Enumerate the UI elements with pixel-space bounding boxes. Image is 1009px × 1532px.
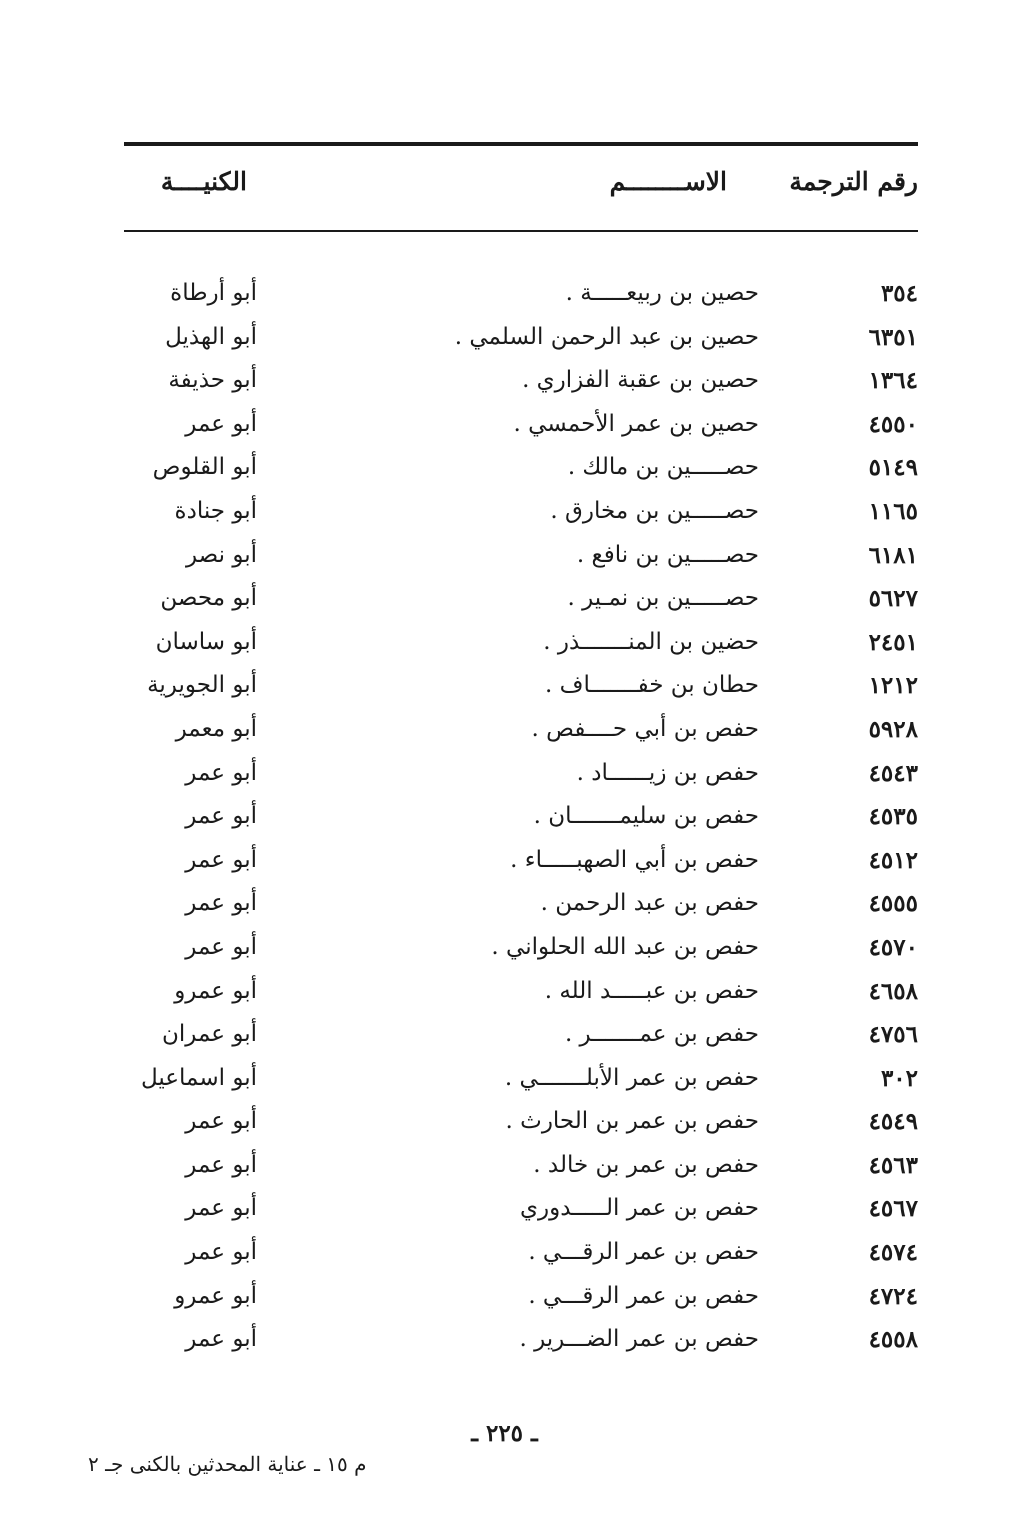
table-row [0, 1144, 1009, 1188]
table-row [0, 1013, 1009, 1057]
entry-kunya: أبو عمر [185, 890, 257, 917]
entry-number: ٤٥١٢ [868, 846, 918, 874]
entry-name: حصين بن عمر الأحمسي . [513, 410, 759, 437]
entry-kunya: أبو اسماعيل [140, 1064, 257, 1091]
entry-name: حفص بن عمـــــــر . [564, 1021, 759, 1048]
entry-name: حفص بن عبـــــد الله . [544, 977, 759, 1004]
table-row [0, 316, 1009, 360]
entry-number: ٤٧٢٤ [868, 1282, 918, 1310]
table-row [0, 1100, 1009, 1144]
entry-number: ٤٥٤٣ [868, 759, 918, 787]
table-row [0, 1318, 1009, 1362]
entry-kunya: أبو عمران [162, 1021, 257, 1048]
entry-name: حفص بن عبد الرحمن . [540, 890, 759, 917]
entry-number: ٤٥٥٠ [868, 410, 918, 438]
header-rule [124, 230, 918, 232]
entry-name: حفص بن عمر الأبلـــــــي . [504, 1064, 759, 1091]
entry-kunya: أبو عمر [185, 1108, 257, 1135]
entry-name: حصـــــين بن نافع . [576, 541, 759, 568]
table-row [0, 752, 1009, 796]
table-row [0, 1057, 1009, 1101]
entry-name: حفص بن زيــــــاد . [576, 759, 759, 786]
entry-name: حفص بن عمر الرقـــي . [528, 1239, 759, 1266]
table-row [0, 970, 1009, 1014]
entry-kunya: أبو حذيفة [168, 367, 257, 394]
entry-name: حفص بن أبي حــــفص . [531, 715, 759, 742]
entry-name: حفص بن أبي الصهبـــــاء . [510, 846, 759, 873]
entry-name: حفص بن عمر بن خالد . [533, 1151, 759, 1178]
entry-kunya: أبو أرطاة [170, 280, 257, 306]
entry-number: ٤٥٥٨ [868, 1326, 918, 1354]
entry-number: ٣٠٢ [880, 1064, 918, 1092]
entry-number: ٤٦٥٨ [868, 977, 918, 1005]
table-row [0, 621, 1009, 665]
entry-name: حطان بن خفـــــــاف . [544, 672, 759, 699]
entry-number: ٤٥٧٤ [868, 1239, 918, 1267]
footer-note: م ١٥ ـ عناية المحدثين بالكنى جـ ٢ [88, 1452, 367, 1476]
table-row [0, 577, 1009, 621]
entry-number: ٤٥٦٣ [868, 1151, 918, 1179]
table-row [0, 708, 1009, 752]
table-row [0, 839, 1009, 883]
entry-name: حصـــــين بن نمـير . [567, 585, 759, 612]
entry-number: ٥٩٢٨ [868, 715, 918, 743]
entry-name: حفص بن عمر الضـــرير . [519, 1326, 759, 1353]
entry-number: ٤٧٥٦ [868, 1021, 918, 1049]
entry-kunya: أبو عمر [185, 410, 257, 437]
entry-name: حفص بن سليمـــــــان . [533, 803, 759, 830]
table-row [0, 403, 1009, 447]
column-header-number: رقم الترجمة [789, 167, 918, 196]
table-row [0, 882, 1009, 926]
entry-kunya: أبو جنادة [174, 497, 257, 524]
entry-kunya: أبو عمر [185, 759, 257, 786]
entry-kunya: أبو عمر [185, 846, 257, 873]
entry-number: ٣٥٤ [880, 280, 918, 307]
entry-number: ٢٤٥١ [868, 628, 918, 656]
entry-name: حصـــــين بن مخارق . [550, 497, 759, 524]
entry-number: ٥٦٢٧ [868, 585, 918, 613]
table-row [0, 272, 1009, 316]
entry-number: ٤٥٧٠ [868, 933, 918, 961]
entry-number: ٦٣٥١ [868, 323, 918, 351]
entry-number: ١٣٦٤ [868, 367, 918, 395]
entry-kunya: أبو ساسان [155, 628, 257, 655]
table-row [0, 795, 1009, 839]
entry-kunya: أبو عمر [185, 933, 257, 960]
entry-kunya: أبو الهذيل [165, 323, 257, 350]
table-row [0, 1187, 1009, 1231]
entry-kunya: أبو عمر [185, 1239, 257, 1266]
entries-table [0, 272, 1009, 1362]
top-rule [124, 142, 918, 146]
entry-name: حصين بن عقبة الفزاري . [522, 367, 759, 394]
table-row [0, 1231, 1009, 1275]
table-row [0, 926, 1009, 970]
entry-name: حصين بن ربيعـــــة . [565, 280, 759, 306]
entry-kunya: أبو القلوص [152, 454, 257, 481]
entry-number: ٥١٤٩ [868, 454, 918, 482]
entry-name: حصـــــين بن مالك . [567, 454, 759, 481]
table-row [0, 664, 1009, 708]
table-row [0, 490, 1009, 534]
entry-kunya: أبو عمرو [174, 1282, 257, 1309]
entry-name: حفص بن عبد الله الحلواني . [491, 933, 759, 960]
entry-kunya: أبو عمر [185, 803, 257, 830]
entry-number: ٤٥٤٩ [868, 1108, 918, 1136]
page-number: ـ ٢٢٥ ـ [471, 1420, 538, 1447]
entry-kunya: أبو الجويرية [147, 672, 257, 699]
table-row [0, 359, 1009, 403]
entry-name: حفص بن عمر بن الحارث . [505, 1108, 759, 1135]
entry-name: حفص بن عمر الرقـــي . [528, 1282, 759, 1309]
entry-kunya: أبو عمرو [174, 977, 257, 1004]
entry-number: ١١٦٥ [868, 497, 918, 525]
entry-name: حصين بن عبد الرحمن السلمي . [454, 323, 759, 350]
entry-kunya: أبو عمر [185, 1326, 257, 1353]
entry-name: حضين بن المنـــــــذر . [543, 628, 759, 655]
column-header-name: الاســــــــم [609, 167, 727, 196]
column-header-kunya: الكنيــــة [160, 167, 247, 196]
entry-number: ٤٥٣٥ [868, 803, 918, 831]
table-row [0, 534, 1009, 578]
entry-kunya: أبو نصر [185, 541, 257, 568]
entry-number: ٤٥٦٧ [868, 1195, 918, 1223]
table-row [0, 1275, 1009, 1319]
entry-name: حفص بن عمر الـــــدوري [520, 1195, 759, 1222]
entry-kunya: أبو عمر [185, 1151, 257, 1178]
entry-kunya: أبو محصن [160, 585, 257, 612]
entry-kunya: أبو معمر [175, 715, 257, 742]
entry-kunya: أبو عمر [185, 1195, 257, 1222]
entry-number: ٦١٨١ [868, 541, 918, 569]
entry-number: ١٢١٢ [868, 672, 918, 700]
entry-number: ٤٥٥٥ [868, 890, 918, 918]
table-row [0, 446, 1009, 490]
